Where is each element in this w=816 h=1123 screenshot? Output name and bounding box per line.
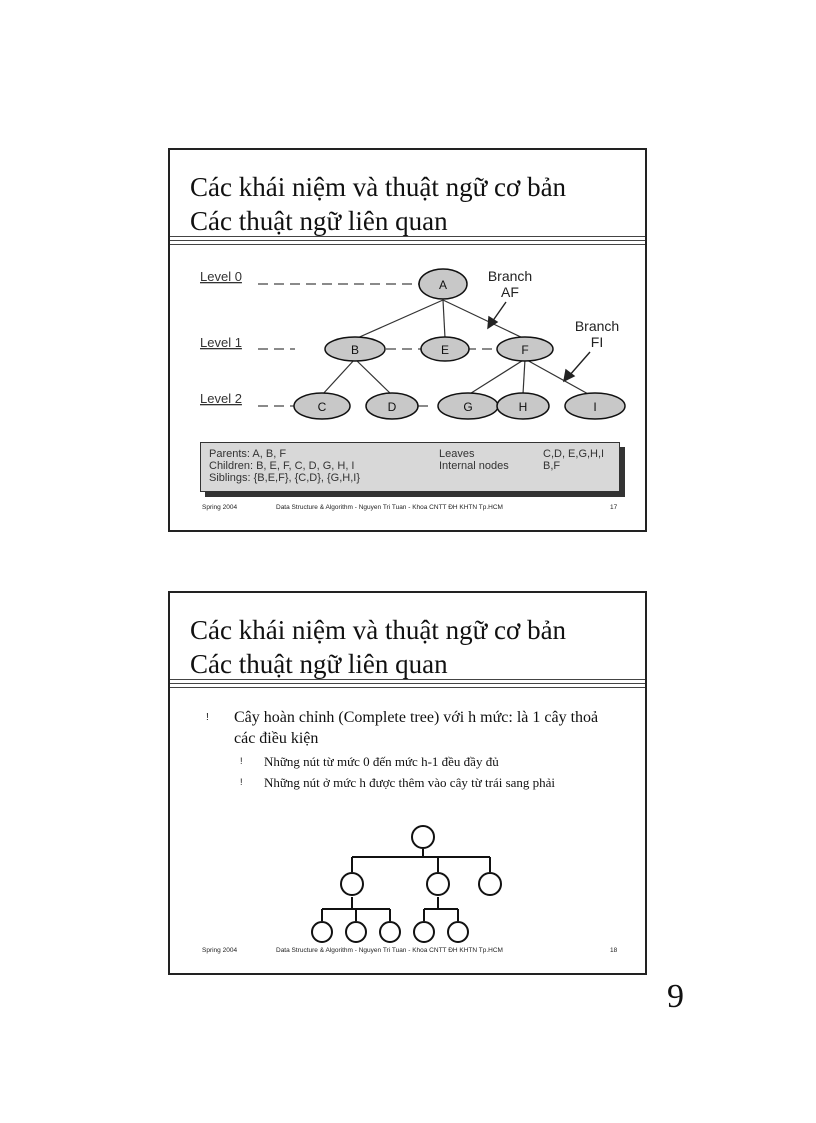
- footer-course: Data Structure & Algorithm - Nguyen Tri Tuan - Khoa CNTT ĐH KHTN Tp.HCM: [276, 504, 503, 511]
- sub-bullet-text: Những nút ở mức h được thêm vào cây từ trái sang phải: [264, 775, 556, 790]
- node-label-f: F: [521, 343, 529, 357]
- slide-17: [168, 148, 647, 532]
- page-number: 9: [667, 978, 684, 1015]
- node-label-b: B: [350, 343, 360, 357]
- sub-bullet-mark: !: [240, 777, 243, 787]
- legend-children: Children: B, E, F, C, D, G, H, I: [209, 460, 355, 472]
- complete-tree-leaf-node: [312, 922, 332, 942]
- title-line-1: Các khái niệm và thuật ngữ cơ bản: [190, 615, 567, 645]
- footer-course: Data Structure & Algorithm - Nguyen Tri Tuan - Khoa CNTT ĐH KHTN Tp.HCM: [276, 947, 503, 954]
- title-line-2: Các thuật ngữ liên quan: [190, 206, 448, 236]
- complete-tree-leaf-node: [380, 922, 400, 942]
- legend-parents: Parents: A, B, F: [209, 448, 287, 460]
- footer-date: Spring 2004: [202, 504, 238, 511]
- legend-leaves-value: C,D, E,G,H,I: [543, 448, 605, 460]
- sub-bullet-text: Những nút từ mức 0 đến mức h-1 đều đầy đủ: [264, 754, 499, 769]
- sub-bullet-mark: !: [240, 756, 243, 766]
- complete-tree-root-node: [412, 826, 434, 848]
- tree-terms-diagram: [170, 150, 645, 440]
- slide-footer: [170, 947, 645, 959]
- terms-legend-box: [200, 442, 620, 492]
- node-label-i: I: [593, 400, 597, 414]
- bullet-text: Cây hoàn chỉnh (Complete tree) với h mức: là 1 cây thoả các điều kiện: [234, 709, 599, 747]
- branch-af-label-1: Branch: [487, 268, 533, 284]
- branch-af-arrow: [492, 302, 506, 322]
- node-label-d: D: [387, 400, 397, 414]
- complete-tree-node: [479, 873, 501, 895]
- slide-18: [168, 591, 647, 975]
- level-0-label: Level 0: [200, 269, 242, 284]
- node-label-g: G: [463, 400, 473, 414]
- complete-tree-leaf-node: [448, 922, 468, 942]
- title-line-1: Các khái niệm và thuật ngữ cơ bản: [190, 172, 567, 202]
- complete-tree-leaf-node: [414, 922, 434, 942]
- level-1-label: Level 1: [200, 335, 242, 350]
- complete-tree-leaf-node: [346, 922, 366, 942]
- legend-leaves-label: Leaves: [439, 448, 475, 460]
- legend-internal-value: B,F: [543, 460, 561, 472]
- branch-af-label-2: AF: [501, 284, 519, 300]
- title-line-2: Các thuật ngữ liên quan: [190, 649, 448, 679]
- branch-fi-label-2: FI: [590, 334, 604, 350]
- node-label-c: C: [317, 400, 327, 414]
- footer-slide-number: 17: [610, 504, 618, 511]
- footer-date: Spring 2004: [202, 947, 238, 954]
- complete-tree-diagram: [170, 593, 645, 973]
- bullet-mark: !: [206, 712, 209, 723]
- slide-footer: [170, 504, 645, 516]
- level-2-label: Level 2: [200, 391, 242, 406]
- node-label-a: A: [438, 278, 448, 292]
- branch-fi-label-1: Branch: [574, 318, 620, 334]
- legend-internal-label: Internal nodes: [439, 460, 509, 472]
- node-label-h: H: [518, 400, 528, 414]
- legend-siblings: Siblings: {B,E,F}, {C,D}, {G,H,I}: [209, 472, 361, 484]
- node-label-e: E: [440, 343, 450, 357]
- complete-tree-node: [341, 873, 363, 895]
- footer-slide-number: 18: [610, 947, 618, 954]
- branch-fi-arrow: [569, 352, 590, 376]
- complete-tree-node: [427, 873, 449, 895]
